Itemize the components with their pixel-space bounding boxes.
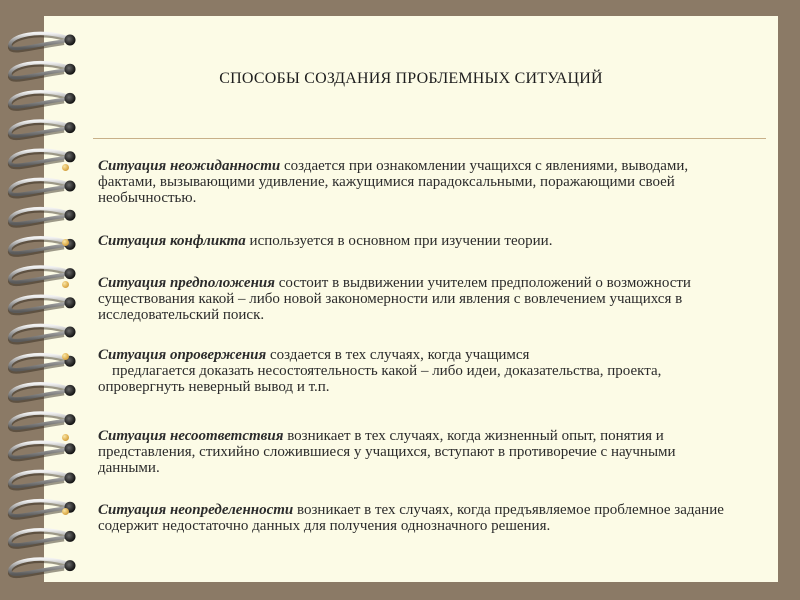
item-text-continued: предлагается доказать несостоятельность какой – либо идеи, доказательства, проекта, опровергнуть неверный вывод и т.п. [98,363,662,395]
item-text: создается при ознакомлении учащихся с явлениями, выводами, фактами, вызывающими удивление, кажущимися парадоксальными, поражающими своей необычностью. [98,158,689,206]
item-text: создается в тех случаях, когда учащимся [266,347,530,363]
list-item-inconsistency [98,428,738,476]
item-term: Ситуация конфликта [98,233,246,249]
item-term: Ситуация предположения [98,275,275,291]
item-term: Ситуация опровержения [98,347,267,363]
item-term: Ситуация неожиданности [98,158,281,174]
bullet-icon [62,508,69,515]
list-item-conflict [98,233,738,249]
item-text: возникает в тех случаях, когда жизненный опыт, понятия и представления, стихийно сложившиеся у учащихся, вступают в противоречие с научными данными. [98,428,676,476]
list-item-unexpectedness [98,158,738,206]
item-term: Ситуация несоответствия [98,428,284,444]
item-text: возникает в тех случаях, когда предъявляемое проблемное задание содержит недостаточно данных для получения однозначного решения. [98,502,724,534]
title-divider [93,138,766,139]
bullet-icon [62,164,69,171]
bullet-icon [62,353,69,360]
item-text: состоит в выдвижении учителем предположений о возможности существования какой – либо новой закономерности или явления с вовлечением учащихся в исследовательский поиск. [98,275,691,323]
list-item-uncertainty [98,502,738,534]
item-term: Ситуация неопределенности [98,502,294,518]
bullet-icon [62,239,69,246]
list-item-assumption [98,275,738,323]
bullet-icon [62,281,69,288]
item-text: используется в основном при изучении теории. [245,233,553,249]
list-item-refutation [98,347,738,395]
page-title: СПОСОБЫ СОЗДАНИЯ ПРОБЛЕМНЫХ СИТУАЦИЙ [219,70,603,87]
bullet-icon [62,434,69,441]
